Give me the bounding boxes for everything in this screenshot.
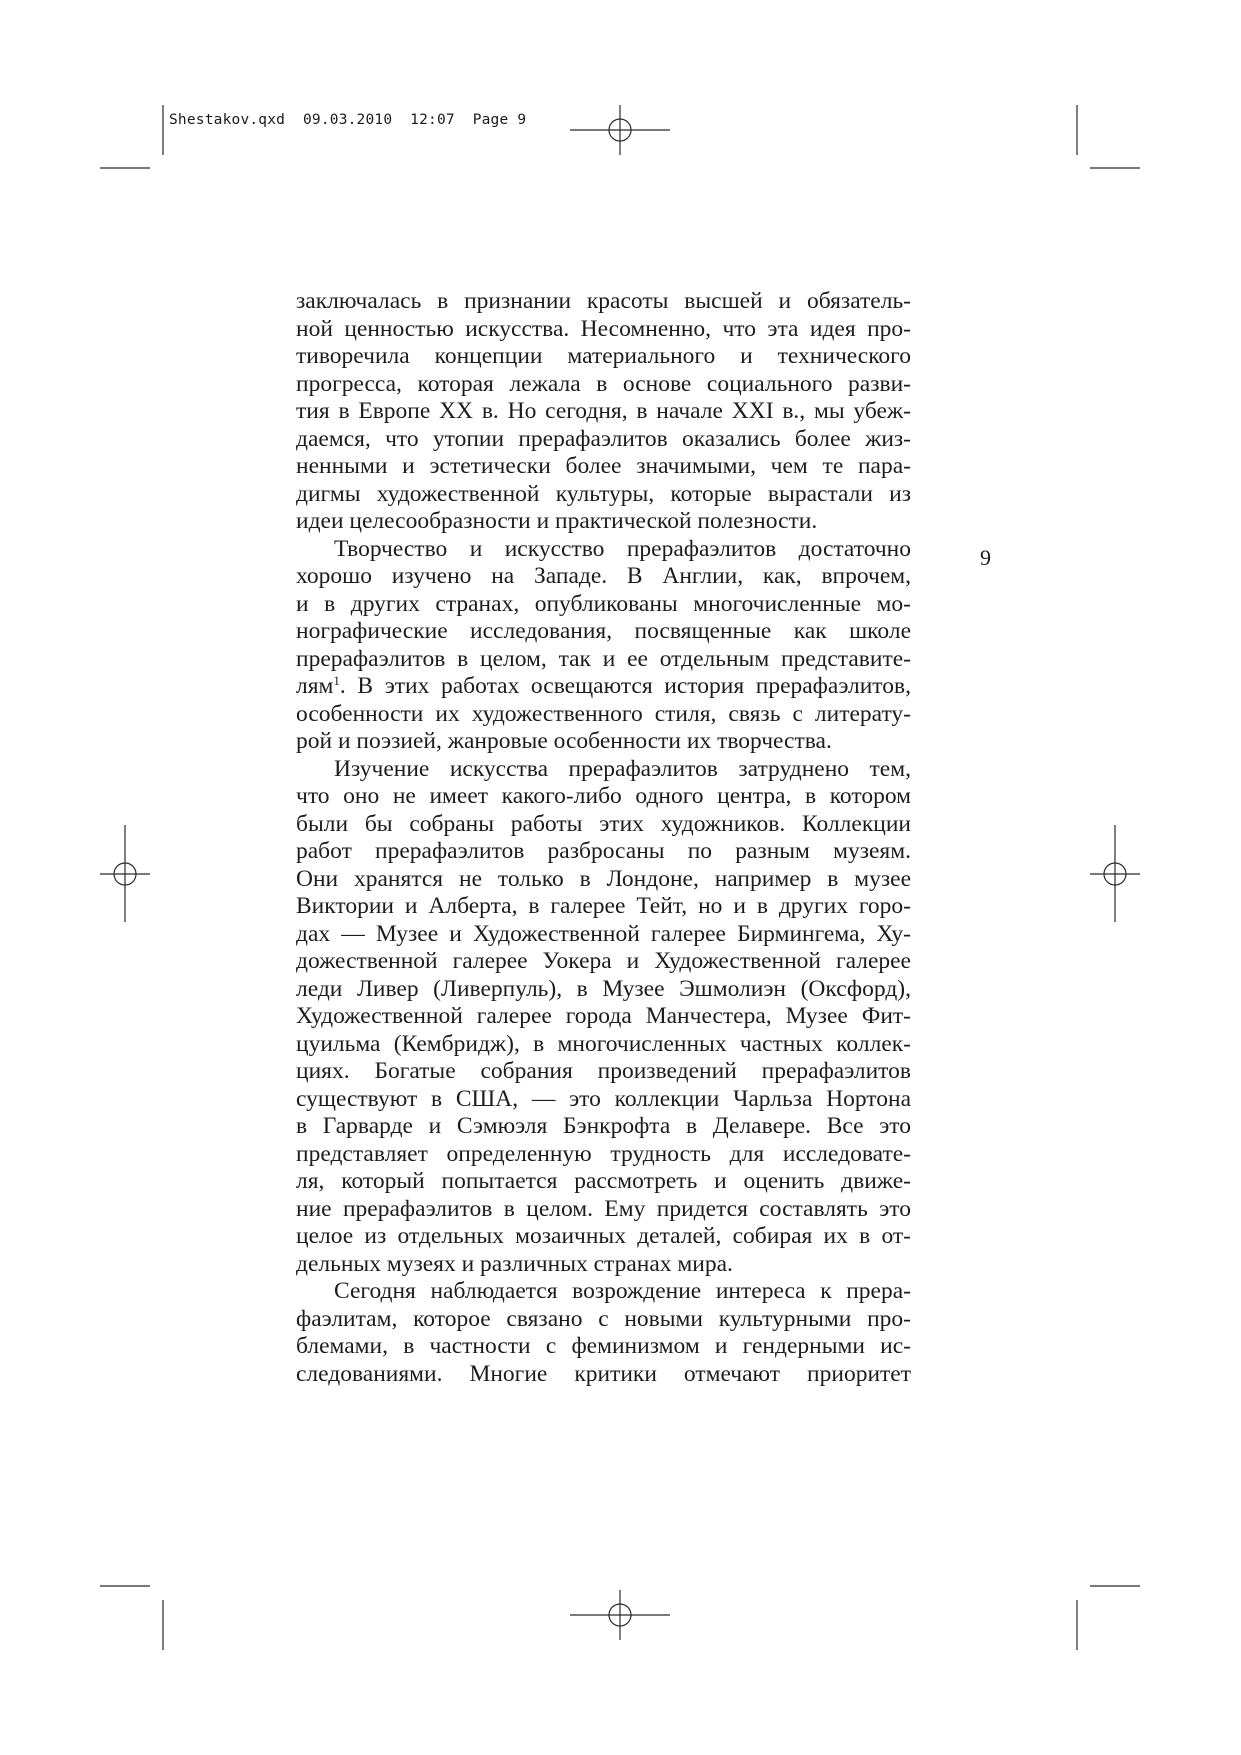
text-line: Сегодня наблюдается возрождение интереса к прера- bbox=[334, 1278, 911, 1304]
slug-page: Page 9 bbox=[472, 112, 527, 128]
text-line: фаэлитам, которое связано с новыми культурными про- bbox=[296, 1305, 911, 1332]
paragraph bbox=[296, 1278, 911, 1388]
text-line: прогресса, которая лежала в основе социального разви- bbox=[296, 370, 911, 397]
footnote-line-after: . В этих работах освещаются история прерафаэлитов, bbox=[339, 673, 911, 699]
text-line: следованиями. Многие критики отмечают приоритет bbox=[296, 1360, 911, 1387]
text-line: хорошо изучено на Западе. В Англии, как, впрочем, bbox=[296, 563, 911, 589]
text-line: были бы собраны работы этих художников. Коллекции bbox=[296, 810, 911, 837]
text-line: дожественной галерее Уокера и Художественной галерее bbox=[296, 948, 911, 974]
registration-mark-right bbox=[1090, 825, 1140, 922]
text-line: Художественной галерее города Манчестера, Музее Фит- bbox=[296, 1003, 911, 1029]
footnote-line-before: лям bbox=[296, 673, 334, 699]
page-number: 9 bbox=[980, 545, 991, 570]
text-line: тия в Европе XX в. Но сегодня, в начале XXI в., мы убеж- bbox=[296, 398, 911, 424]
text-line: представляет определенную трудность для исследовате- bbox=[296, 1140, 911, 1167]
paragraph bbox=[296, 756, 911, 1279]
text-line: ля, который попытается рассмотреть и оценить движе- bbox=[296, 1168, 911, 1194]
text-line: что оно не имеет какого-либо одного центра, в котором bbox=[296, 783, 911, 809]
text-line: Они хранятся не только в Лондоне, например в музее bbox=[296, 865, 911, 892]
text-line: рой и поэзией, жанровые особенности их творчества. bbox=[296, 728, 832, 754]
paragraph bbox=[296, 288, 911, 536]
text-line: целое из отдельных мозаичных деталей, собирая их в от- bbox=[296, 1223, 911, 1249]
text-line: ной ценностью искусства. Несомненно, что эта идея про- bbox=[296, 315, 911, 342]
text-line: идеи целесообразности и практической полезности. bbox=[296, 508, 818, 534]
text-line: прерафаэлитов в целом, так и ее отдельным представите- bbox=[296, 645, 911, 672]
registration-mark-top bbox=[570, 105, 670, 155]
text-line: дигмы художественной культуры, которые вырастали из bbox=[296, 480, 911, 507]
text-line: ненными и эстетически более значимыми, чем те пара- bbox=[296, 453, 911, 479]
registration-mark-left bbox=[100, 825, 150, 922]
slug-file: Shestakov.qxd bbox=[169, 112, 286, 128]
text-line: особенности их художественного стиля, связь с литерату- bbox=[296, 700, 911, 727]
text-line: существуют в США, — это коллекции Чарльза Нортона bbox=[296, 1085, 911, 1112]
text-line: в Гарварде и Сэмюэля Бэнкрофта в Делавере. Все это bbox=[296, 1113, 911, 1139]
text-line: дельных музеях и различных странах мира. bbox=[296, 1250, 733, 1277]
slug-date: 09.03.2010 bbox=[302, 112, 393, 128]
text-line: ние прерафаэлитов в целом. Ему придется составлять это bbox=[296, 1195, 911, 1222]
text-line: цуильма (Кембридж), в многочисленных частных коллек- bbox=[296, 1030, 911, 1057]
registration-mark-bottom bbox=[570, 1590, 670, 1640]
text-line: дах — Музее и Художественной галерее Бирмингема, Ху- bbox=[296, 920, 911, 947]
text-line: Виктории и Алберта, в галерее Тейт, но и в других горо- bbox=[296, 893, 911, 919]
text-line: работ прерафаэлитов разбросаны по разным музеям. bbox=[296, 838, 911, 864]
text-line: даемся, что утопии прерафаэлитов оказались более жиз- bbox=[296, 425, 911, 452]
text-line: тиворечила концепции материального и технического bbox=[296, 343, 911, 369]
text-line: и в других странах, опубликованы многочисленные мо- bbox=[296, 590, 911, 617]
footnote-mark[interactable]: 1 bbox=[333, 673, 340, 688]
text-line: Творчество и искусство прерафаэлитов достаточно bbox=[334, 535, 911, 562]
text-line: нографические исследования, посвященные как школе bbox=[296, 618, 911, 644]
text-line: Изучение искусства прерафаэлитов затруднено тем, bbox=[334, 755, 911, 782]
text-line: блемами, в частности с феминизмом и гендерными ис- bbox=[296, 1333, 911, 1359]
text-line: заключалась в признании красоты высшей и обязатель- bbox=[296, 288, 911, 314]
text-line-with-footnote bbox=[296, 673, 911, 701]
text-line: леди Ливер (Ливерпуль), в Музее Эшмолиэн (Оксфорд), bbox=[296, 975, 911, 1002]
paragraph bbox=[296, 536, 911, 756]
slug-time: 12:07 bbox=[410, 112, 455, 128]
body-text bbox=[296, 288, 911, 1388]
text-line: циях. Богатые собрания произведений прерафаэлитов bbox=[296, 1058, 911, 1084]
